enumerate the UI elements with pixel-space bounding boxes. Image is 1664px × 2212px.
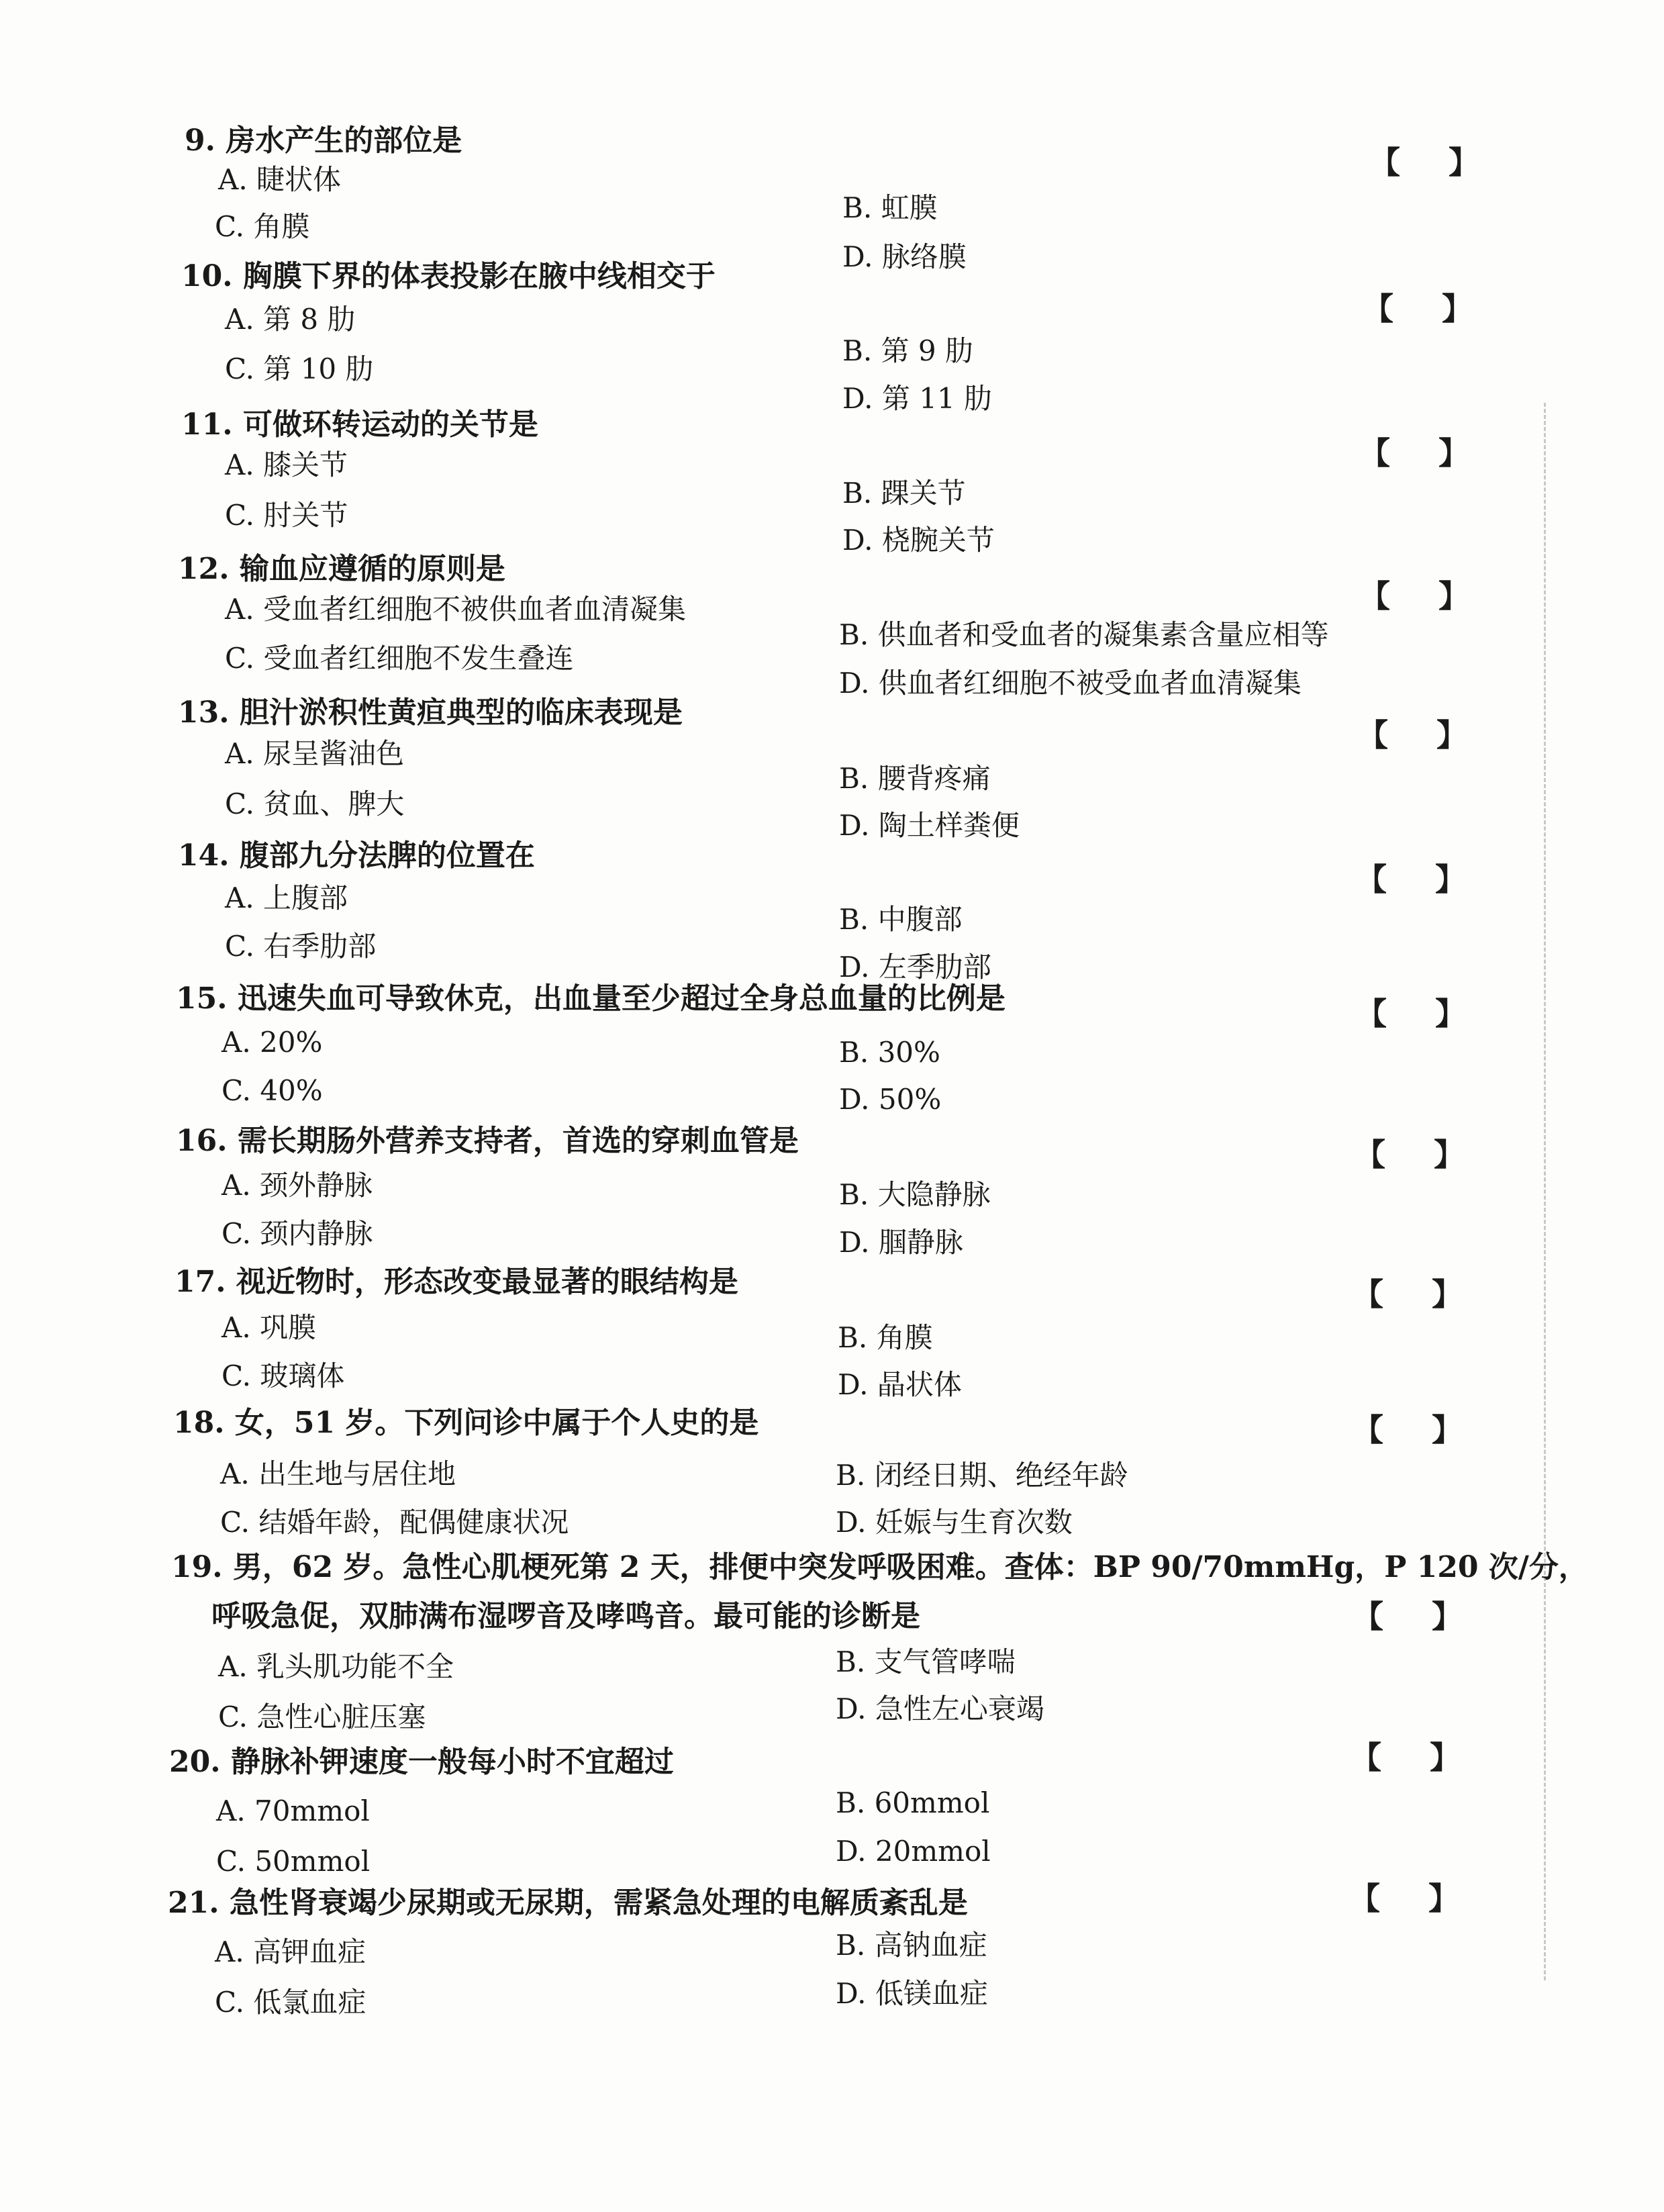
option-d: D. 20mmol <box>836 1835 991 1868</box>
answer-bracket: 【 】 <box>1353 1276 1463 1312</box>
answer-bracket: 【 】 <box>1356 996 1466 1032</box>
option-b: B. 支气管哮喘 <box>836 1645 1016 1678</box>
option-d: D. 第 11 肋 <box>842 382 993 415</box>
option-a: A. 受血者红细胞不被供血者血清凝集 <box>225 593 687 626</box>
option-d: D. 脉络膜 <box>842 240 967 273</box>
option-c: C. 第 10 肋 <box>225 352 374 385</box>
question-stem: 17. 视近物时，形态改变最显著的眼结构是 <box>175 1265 738 1299</box>
option-d: D. 低镁血症 <box>836 1977 988 2010</box>
option-a: A. 乳头肌功能不全 <box>218 1650 454 1683</box>
option-c: C. 肘关节 <box>225 499 348 532</box>
answer-bracket: 【 】 <box>1363 291 1473 327</box>
question-stem: 11. 可做环转运动的关节是 <box>181 407 538 442</box>
option-c: C. 结婚年龄，配偶健康状况 <box>220 1506 569 1539</box>
option-a: A. 高钾血症 <box>215 1935 366 1968</box>
question-stem: 21. 急性肾衰竭少尿期或无尿期，需紧急处理的电解质紊乱是 <box>168 1886 968 1920</box>
option-c: C. 急性心脏压塞 <box>218 1700 426 1733</box>
option-b: B. 大隐静脉 <box>839 1178 991 1211</box>
answer-bracket: 【 】 <box>1369 144 1479 181</box>
option-c: C. 右季肋部 <box>225 930 377 963</box>
option-d: D. 桡腕关节 <box>842 524 995 557</box>
option-d: D. 妊娠与生育次数 <box>836 1506 1073 1539</box>
option-a: A. 尿呈酱油色 <box>225 737 405 770</box>
question-stem-continued: 呼吸急促，双肺满布湿啰音及哮鸣音。最可能的诊断是 <box>211 1599 920 1633</box>
option-d: D. 腘静脉 <box>839 1226 963 1259</box>
option-c: C. 贫血、脾大 <box>225 787 405 820</box>
question-stem: 9. 房水产生的部位是 <box>185 124 462 158</box>
option-d: D. 急性左心衰竭 <box>836 1692 1044 1725</box>
option-a: A. 颈外静脉 <box>222 1169 373 1202</box>
option-a: A. 第 8 肋 <box>225 303 356 336</box>
answer-bracket: 【 】 <box>1353 1412 1463 1448</box>
question-stem: 12. 输血应遵循的原则是 <box>178 552 505 586</box>
question-stem: 18. 女，51 岁。下列问诊中属于个人史的是 <box>173 1406 759 1440</box>
option-c: C. 玻璃体 <box>222 1359 345 1392</box>
option-d: D. 供血者红细胞不被受血者血清凝集 <box>839 667 1302 700</box>
option-b: B. 闭经日期、绝经年龄 <box>836 1459 1128 1492</box>
question-stem: 16. 需长期肠外营养支持者，首选的穿刺血管是 <box>176 1124 799 1158</box>
option-b: B. 第 9 肋 <box>842 334 973 367</box>
option-c: C. 低氯血症 <box>215 1986 366 2019</box>
scan-edge-marks <box>1544 403 1550 1980</box>
question-stem: 15. 迅速失血可导致休克，出血量至少超过全身总血量的比例是 <box>176 981 1006 1016</box>
option-a: A. 出生地与居住地 <box>220 1457 456 1490</box>
option-c: C. 颈内静脉 <box>222 1217 373 1250</box>
option-d: D. 陶土样粪便 <box>839 809 1020 842</box>
answer-bracket: 【 】 <box>1351 1739 1461 1776</box>
option-d: D. 左季肋部 <box>839 951 991 983</box>
option-b: B. 角膜 <box>838 1321 933 1354</box>
option-a: A. 70mmol <box>216 1794 370 1827</box>
option-c: C. 40% <box>222 1074 323 1107</box>
option-c: C. 受血者红细胞不发生叠连 <box>225 642 574 675</box>
question-stem: 20. 静脉补钾速度一般每小时不宜超过 <box>169 1745 674 1779</box>
answer-bracket: 【 】 <box>1349 1880 1459 1917</box>
option-b: B. 虹膜 <box>842 191 938 224</box>
answer-bracket: 【 】 <box>1356 861 1466 898</box>
question-stem: 14. 腹部九分法脾的位置在 <box>178 838 535 873</box>
option-b: B. 60mmol <box>836 1786 990 1819</box>
option-b: B. 30% <box>839 1036 940 1069</box>
answer-bracket: 【 】 <box>1355 1137 1465 1173</box>
option-a: A. 巩膜 <box>222 1311 317 1344</box>
question-stem: 13. 胆汁淤积性黄疸典型的临床表现是 <box>178 695 683 730</box>
option-b: B. 踝关节 <box>842 477 966 510</box>
option-a: A. 膝关节 <box>225 448 348 481</box>
answer-bracket: 【 】 <box>1353 1598 1463 1635</box>
answer-bracket: 【 】 <box>1359 435 1469 471</box>
answer-bracket: 【 】 <box>1357 717 1467 753</box>
option-b: B. 供血者和受血者的凝集素含量应相等 <box>839 618 1329 651</box>
option-a: A. 20% <box>222 1026 323 1059</box>
question-stem: 19. 男，62 岁。急性心肌梗死第 2 天，排便中突发呼吸困难。查体：BP 90/70mmHg，P 120 次/分， <box>171 1550 1588 1584</box>
option-a: A. 睫状体 <box>218 163 342 196</box>
option-b: B. 高钠血症 <box>836 1929 987 1962</box>
option-d: D. 50% <box>839 1083 942 1116</box>
option-c: C. 角膜 <box>215 210 310 243</box>
option-c: C. 50mmol <box>216 1845 371 1878</box>
option-b: B. 腰背疼痛 <box>839 762 991 795</box>
question-stem: 10. 胸膜下界的体表投影在腋中线相交于 <box>181 259 716 293</box>
option-d: D. 晶状体 <box>838 1368 962 1401</box>
option-b: B. 中腹部 <box>839 903 963 936</box>
answer-bracket: 【 】 <box>1359 578 1469 614</box>
option-a: A. 上腹部 <box>225 881 348 914</box>
